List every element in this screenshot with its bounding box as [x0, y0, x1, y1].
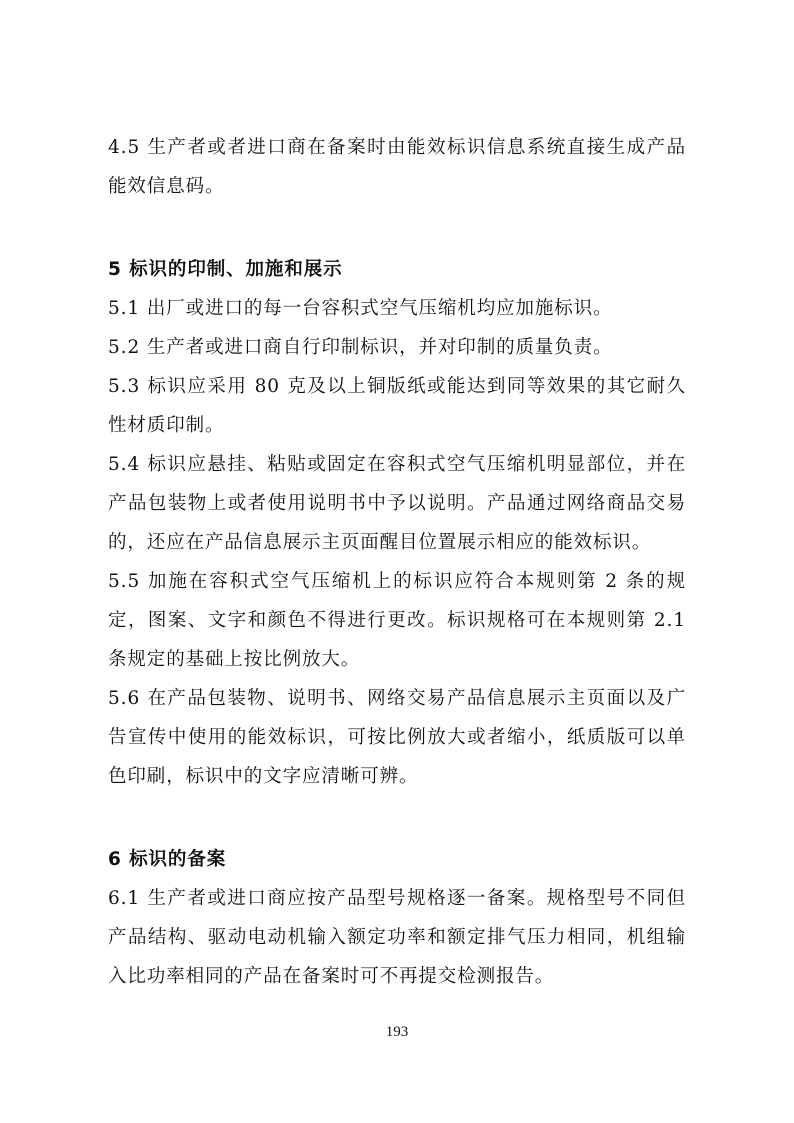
paragraph-6-1: 6.1 生产者或进口商应按产品型号规格逐一备案。规格型号不同但产品结构、驱动电动机输入额定功率和额定排气压力相同，机组输入比功率相同的产品在备案时可不再提交检测报告。 [108, 888, 686, 987]
page-number: 193 [385, 1024, 409, 1040]
section-heading-5: 5 标识的印制、加施和展示 [108, 259, 343, 280]
paragraph-4-5: 4.5 生产者或者进口商在备案时由能效标识信息系统直接生成产品能效信息码。 [108, 137, 686, 197]
document-body [108, 128, 686, 996]
paragraph-5-2: 5.2 生产者或进口商自行印制标识，并对印制的质量负责。 [108, 337, 613, 358]
paragraph-5-1: 5.1 出厂或进口的每一台容积式空气压缩机均应加施标识。 [108, 298, 613, 319]
paragraph-5-4: 5.4 标识应悬挂、粘贴或固定在容积式空气压缩机明显部位，并在产品包装物上或者使用说明书中予以说明。产品通过网络商品交易的，还应在产品信息展示主页面醒目位置展示相应的能效标识。 [108, 454, 686, 553]
paragraph-5-6: 5.6 在产品包装物、说明书、网络交易产品信息展示主页面以及广告宣传中使用的能效标识，可按比例放大或者缩小，纸质版可以单色印刷，标识中的文字应清晰可辨。 [108, 688, 686, 787]
paragraph-5-5: 5.5 加施在容积式空气压缩机上的标识应符合本规则第 2 条的规定，图案、文字和颜色不得进行更改。标识规格可在本规则第 2.1 条规定的基础上按比例放大。 [108, 571, 686, 670]
section-heading-6: 6 标识的备案 [108, 849, 227, 870]
paragraph-5-3: 5.3 标识应采用 80 克及以上铜版纸或能达到同等效果的其它耐久性材质印制。 [108, 376, 686, 436]
